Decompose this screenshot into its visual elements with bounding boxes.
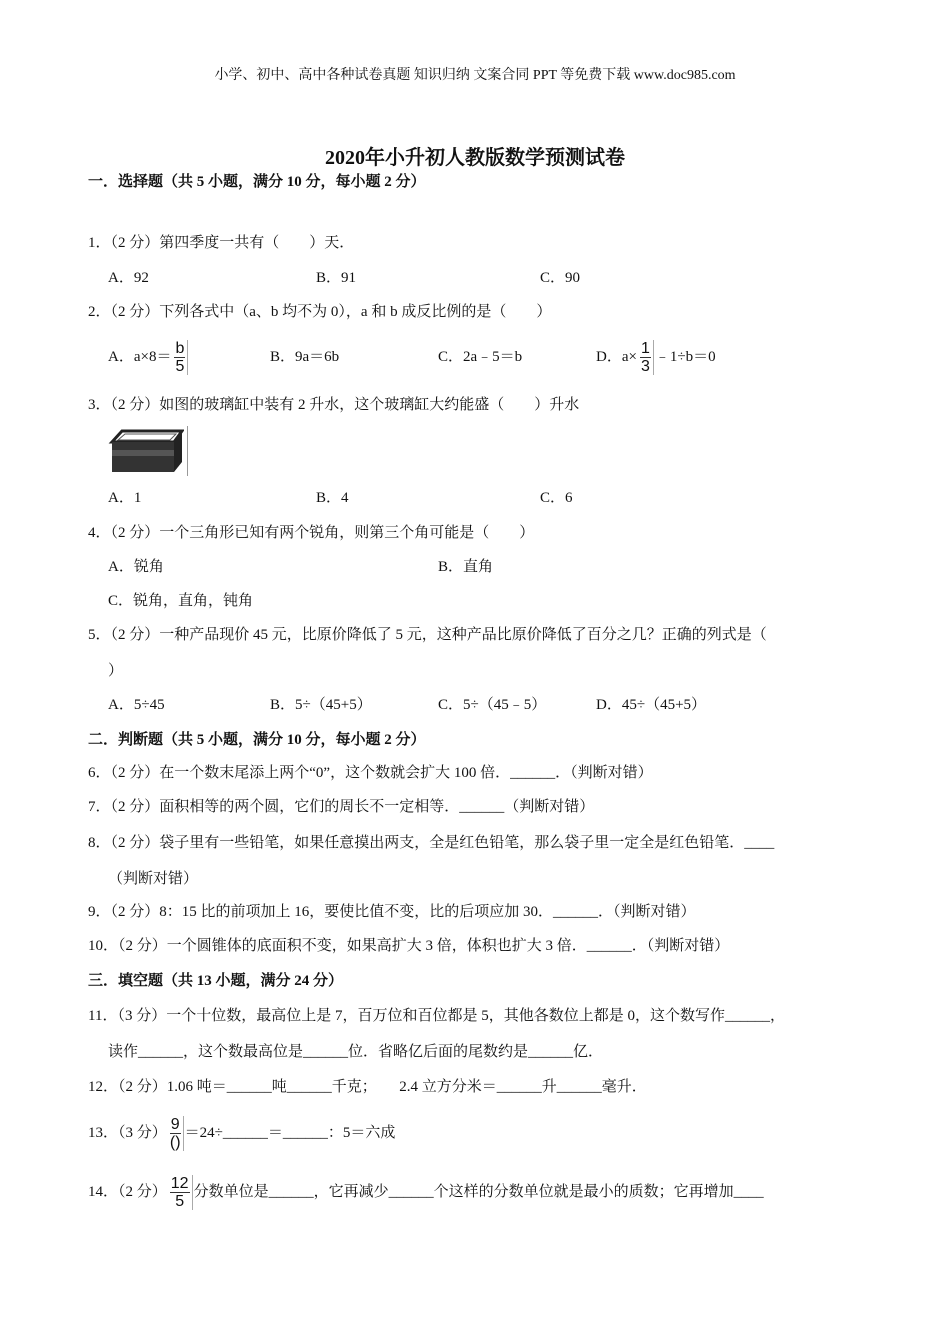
- q4-option-a: A．锐角: [108, 559, 164, 575]
- q1-option-c: C．90: [540, 270, 581, 286]
- page-title: 2020年小升初人教版数学预测试卷: [325, 147, 625, 169]
- numerator: 9: [170, 1116, 180, 1134]
- question-5-cont: ）: [108, 663, 124, 679]
- question-8-cont: （判断对错）: [108, 871, 199, 887]
- question-10: 10．（2 分）一个圆锥体的底面积不变，如果高扩大 3 倍，体积也扩大 3 倍．______．（判断对错）: [88, 938, 730, 954]
- question-6: 6．（2 分）在一个数末尾添上两个“0”，这个数就会扩大 100 倍．______．（判断对错）: [88, 765, 653, 781]
- q3-option-a: A．1: [108, 490, 142, 506]
- q3-option-b: B．4: [316, 490, 349, 506]
- fraction: [172, 340, 188, 375]
- question-5: 5．（2 分）一种产品现价 45 元，比原价降低了 5 元，这种产品比原价降低了百分之几？正确的列式是（: [88, 627, 767, 643]
- denominator: 5: [175, 358, 185, 376]
- question-14: [88, 1172, 764, 1212]
- divider: [187, 426, 188, 476]
- q13-text: ＝24÷______＝______：5＝六成: [184, 1125, 396, 1141]
- fraction: [168, 1175, 193, 1210]
- question-12: 12．（2 分）1.06 吨＝______吨______千克； 2.4 立方分米＝______升______毫升．: [88, 1079, 647, 1095]
- numerator: b: [175, 340, 185, 358]
- question-11: 11．（3 分）一个十位数，最高位上是 7，百万位和百位都是 5，其他各数位上都是 0，这个数写作______，: [88, 1008, 785, 1024]
- question-8: 8．（2 分）袋子里有一些铅笔，如果任意摸出两支，全是红色铅笔，那么袋子里一定全是红色铅笔．____: [88, 835, 775, 851]
- question-1: 1．（2 分）第四季度一共有（ ）天．: [88, 235, 355, 251]
- q1-option-a: A．92: [108, 270, 149, 286]
- fraction: [168, 1116, 184, 1151]
- denominator: 3: [640, 358, 650, 376]
- section-2-heading: 二．判断题（共 5 小题，满分 10 分，每小题 2 分）: [88, 732, 426, 748]
- q5-option-d: D．45÷（45+5）: [596, 697, 707, 713]
- question-7: 7．（2 分）面积相等的两个圆，它们的周长不一定相等．______（判断对错）: [88, 799, 595, 815]
- section-1-heading: 一．选择题（共 5 小题，满分 10 分，每小题 2 分）: [88, 174, 426, 190]
- q14-prefix: 14．（2 分）: [88, 1184, 167, 1200]
- q5-option-a: A．5÷45: [108, 697, 165, 713]
- q5-option-b: B．5÷（45+5）: [270, 697, 372, 713]
- question-4: 4．（2 分）一个三角形已知有两个锐角，则第三个角可能是（ ）: [88, 525, 535, 541]
- q4-option-b: B．直角: [438, 559, 494, 575]
- question-13: [88, 1113, 395, 1153]
- q2-option-c: C．2a﹣5＝b: [438, 349, 523, 365]
- q2-option-a-text: A．a×8＝: [108, 349, 172, 365]
- q2-option-d: [596, 337, 716, 377]
- q2-option-b: B．9a＝6b: [270, 349, 340, 365]
- section-3-heading: 三．填空题（共 13 小题，满分 24 分）: [88, 973, 344, 989]
- denominator: 5: [175, 1193, 185, 1211]
- fraction: [638, 340, 654, 375]
- question-11-cont: 读作______，这个数最高位是______位．省略亿后面的尾数约是______亿．: [108, 1044, 604, 1060]
- q4-option-c: C．锐角，直角，钝角: [108, 593, 254, 609]
- question-2: 2．（2 分）下列各式中（a、b 均不为 0），a 和 b 成反比例的是（ ）: [88, 304, 552, 320]
- page-header: 小学、初中、高中各种试卷真题 知识归纳 文案合同 PPT 等免费下载 www.doc985.com: [214, 68, 736, 83]
- q13-prefix: 13．（3 分）: [88, 1125, 167, 1141]
- q1-option-b: B．91: [316, 270, 357, 286]
- numerator: 12: [170, 1175, 189, 1193]
- question-9: 9．（2 分）8：15 比的前项加上 16，要使比值不变，比的后项应加 30．______．（判断对错）: [88, 904, 696, 920]
- glass-tank-image: [108, 428, 184, 474]
- q2-option-a: [108, 337, 189, 377]
- q2-option-d-text-2: ﹣1÷b＝0: [654, 349, 716, 365]
- question-3: 3．（2 分）如图的玻璃缸中装有 2 升水，这个玻璃缸大约能盛（ ）升水: [88, 397, 580, 413]
- denominator: (): [169, 1134, 181, 1152]
- q5-option-c: C．5÷（45﹣5）: [438, 697, 547, 713]
- q3-option-c: C．6: [540, 490, 573, 506]
- q14-text: 分数单位是______，它再减少______个这样的分数单位就是最小的质数；它再增加____: [193, 1184, 764, 1200]
- numerator: 1: [640, 340, 650, 358]
- q2-option-d-text: D．a×: [596, 349, 637, 365]
